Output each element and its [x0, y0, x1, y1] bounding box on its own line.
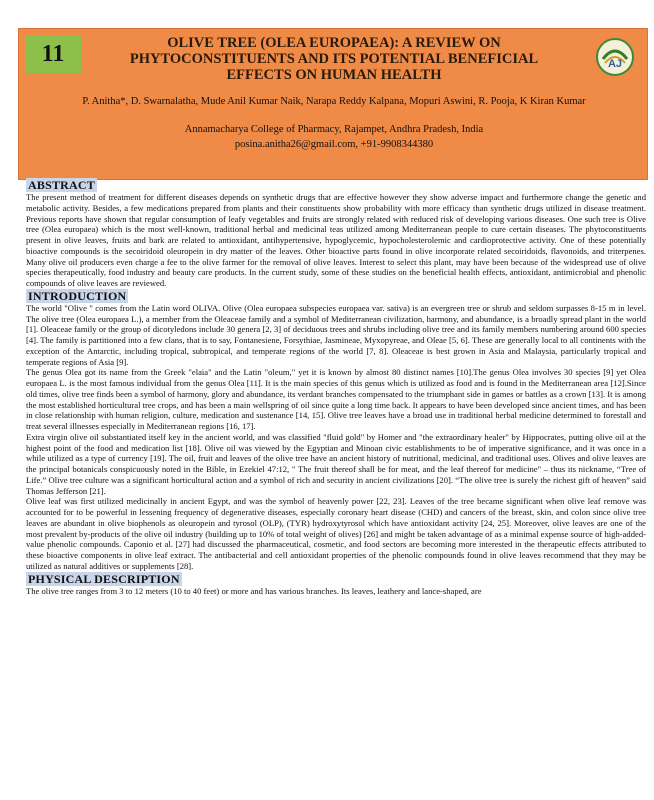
article-header [18, 28, 648, 180]
introduction-paragraph: Extra virgin olive oil substantiated itself key in the ancient world, and was classified "fluid gold" by Homer and "the extraordinary healer" by Hippocrates, putting olive oil at the highest point of the food and medication list [18]. Olive oil was viewed by the Egyptian and Minoan civic establishments to be of imperative significance, and it was once in a while utilized as a type of currency [19]. The oil, fruit and leaves of the olive tree have an ancient history of nutritional, medicinal, and traditional uses. Olives and olive leaves are the principal botanicals conspicuously noted in the Bible, in Ezekiel 47:12, " The fruit thereof shall be for meat, and the leaf thereof for medicine" – thus its nickname, “Tree of Life.” Olive tree culture was a significant horticultural action and a symbol of rich and security in ancient civilizations [20]. “The olive tree is surely the richest gift of heaven” said Thomas Jefferson [21]. [26, 431, 646, 496]
article-body [26, 178, 646, 596]
author-list: P. Anitha*, D. Swarnalatha, Mude Anil Kumar Naik, Narapa Reddy Kalpana, Mopuri Aswini, R. Pooja, K Kiran Kumar [82, 96, 586, 107]
introduction-paragraph: The world "Olive " comes from the Latin word OLIVA. Olive (Olea europaea subspecies europaea var. sativa) is an evergreen tree or shrub and seldom surpasses 8-15 m in level. The olive tree (Olea europaea L.), a member from the Oleaceae family and a symbol of Mediterranean civilization, harmony, and abundance, is a broadly spread plant in the world [1]. Oleaceae family or the group of dicotyledons include 30 genera [2, 3] of deciduous trees and shrubs including olive tree and its family members numbering around 600 species [4]. The family is partitioned into a few clans, that is to say, Fontanesiene, Forsythiae, Jasmineae, Myxopyreae, and Oleae [5, 6]. These are generally local to all continents with the exception of the Antarctic, including tropical, subtropical, and temperate regions of the world [7, 8]. Oleaceae is best grown in Asia and Malaysia, particularly tropical and temperate regions of Asia [9]. [26, 302, 646, 367]
abstract-section [26, 178, 646, 289]
introduction-section [26, 289, 646, 572]
abstract-heading: ABSTRACT [28, 178, 95, 192]
introduction-heading: INTRODUCTION [28, 288, 127, 303]
physical-description-text: The olive tree ranges from 3 to 12 meters (10 to 40 feet) or more and has various branches. Its leaves, leathery and lance-shaped, are [26, 585, 482, 596]
journal-logo-icon [595, 37, 635, 77]
introduction-paragraph: Olive leaf was first utilized medicinally in ancient Egypt, and was the symbol of heavenly power [22, 23]. Leaves of the tree became significant when olive leaf remove was accounted for to be powerful in lessening frequency of degenerative diseases, especially coronary heart disease (CHD) and cancers of the breast, skin, and colon since olive tree leaves are abundant in olive biophenols as oleuropein and tyrosol (OLP), (TYR) hydroxytyrosol which have antioxidant activity [24, 25]. Moreover, olive leaves are one of the most prevalent by-products of the olive oil industry (building up to 10% of total weight of olives) [26] and might be taken advantage of as a minimal expense source of high-added-value phenolic compounds. Caponio et al. [27] had discussed the pharmaceutical, cosmetic, and food sectors are becoming more interested in the therapeutic effects attributed to these bioactive components in olive leaf extract. The antibacterial and cell antioxidant properties of the phenolic compounds found in olive leaves recommend that they may be utilized as natural additives or supplements [28]. [26, 496, 646, 571]
contact-info: posina.anitha26@gmail.com, +91-9908344380 [234, 139, 434, 150]
physical-description-heading: PHYSICAL DESCRIPTION [28, 571, 180, 586]
article-title: OLIVE TREE (OLEA EUROPAEA): A REVIEW ON PHYTOCONSTITUENTS AND ITS POTENTIAL BENEFICIAL EFFECTS ON HUMAN HEALTH [129, 35, 539, 83]
article-number: 11 [41, 40, 65, 67]
svg-text:AJ: AJ [607, 58, 623, 70]
affiliation: Annamacharya College of Pharmacy, Rajampet, Andhra Pradesh, India [184, 124, 484, 135]
physical-description-section [26, 572, 646, 597]
introduction-paragraph: The genus Olea got its name from the Greek "elaia" and the Latin "oleum," yet it is known by almost 80 distinct names [10].The genus Olea involves 30 species [9] yet Olea europaea L. is the most famous individual from the genus Olea [11]. It is the main species of this genus which is utilized as food and is found in the Mediterranean area [12].Since old times, olive tree finds been a symbol of harmony, glory and abundance, its verdant branches compensated to the triumphant side in games or battles as a crown [13]. It is among the most established horticultural tree crops, and has been a main wellspring of oil since quite a long time back. It appears to have been developed since ancient times, and has been in close relationship with human religion, culture, medication and sustenance [14, 15]. Olive tree leaves have a broad use in traditional herbal medicine determined to forestall and treat several illnesses especially in Mediterranean regions [16, 17]. [26, 367, 646, 431]
article-number-badge [25, 35, 81, 73]
abstract-text: The present method of treatment for different diseases depends on synthetic drugs that are effective however they show adverse impact and furthermore change the genetic and metabolic activity. Besides, a few medications prepared from plants and their constituents show probability with more efficacy than synthetic drugs utilized in disease treatment. Previous reports have shown that regular consumption of leafy vegetables and fruits are strongly related with reduced risk of developing various diseases. One such tree is Olive tree (Olea europaea) which is the most well-known, traditional herbal and medicinal teas utilized among Mediterranean people to cure certain diseases. The phytoconstituents present in olive leaves, fruits and bark are related to antioxidant, antihypertensive, hypoglycemic, hypocholesterolemic and cardioprotective activity. One of these potentially bioactive compounds is the secoiridoid oleuropein in dry matter of the leaves. Other bioactive parts found in olive incorporate related secoiridoids, flavonoids, and triterpenes. Many olive oil producers even charge a fee to the olive farmer for the removal of olive leaves. Interest to select this plant, may have been because of the widespread use of olive species therapeutically, food industry and beauty care products. In the current study, some of these studies on the beneficial health effects, antioxidant, antimicrobial and phenolic compounds of olive leaves are reviewed. [26, 192, 646, 288]
